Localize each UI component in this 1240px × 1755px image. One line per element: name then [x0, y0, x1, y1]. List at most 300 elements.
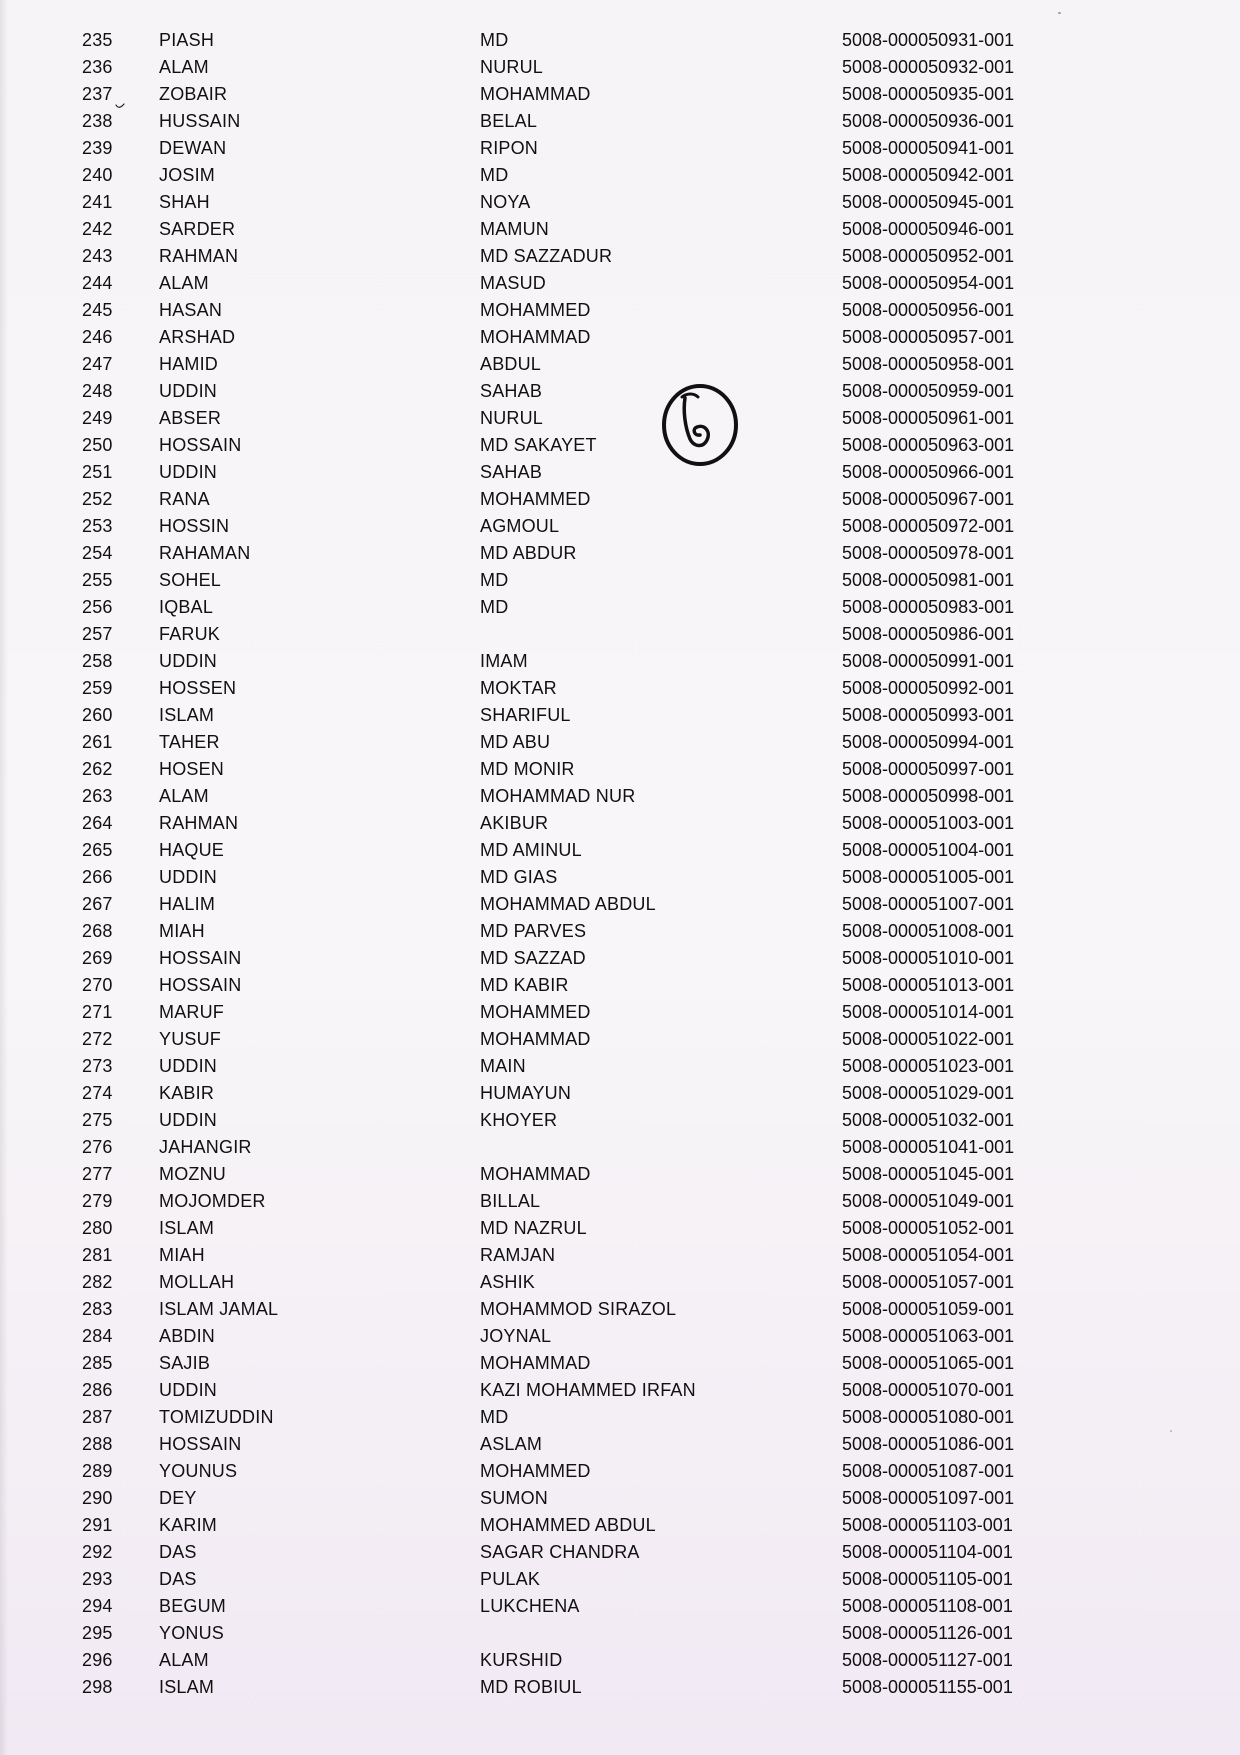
record-code: 5008-000050935-001 — [842, 84, 1015, 104]
record-code: 5008-000050994-001 — [842, 732, 1015, 752]
record-number: 288 — [82, 1434, 113, 1454]
record-code: 5008-000051045-001 — [842, 1164, 1015, 1184]
record-number: 279 — [82, 1191, 113, 1211]
record-given-name: MOHAMMED ABDUL — [480, 1515, 656, 1535]
record-code: 5008-000050942-001 — [842, 165, 1015, 185]
record-given-name: PULAK — [480, 1569, 541, 1589]
record-given-name: MD — [480, 570, 509, 590]
record-given-name: MD MONIR — [480, 759, 575, 779]
list-item — [0, 1432, 1240, 1456]
record-given-name: MD GIAS — [480, 867, 558, 887]
record-surname: HOSSEN — [159, 678, 237, 698]
record-given-name: SHARIFUL — [480, 705, 571, 725]
list-item — [0, 838, 1240, 862]
list-item — [0, 1189, 1240, 1213]
record-surname: UDDIN — [159, 867, 217, 887]
record-given-name: BELAL — [480, 111, 538, 131]
record-number: 262 — [82, 759, 113, 779]
record-code: 5008-000051004-001 — [842, 840, 1015, 860]
record-given-name: MOHAMMAD — [480, 1353, 591, 1373]
record-given-name: MD KABIR — [480, 975, 569, 995]
record-number: 294 — [82, 1596, 113, 1616]
record-surname: DAS — [159, 1569, 197, 1589]
record-surname: HOSSAIN — [159, 975, 242, 995]
record-code: 5008-000051008-001 — [842, 921, 1015, 941]
record-given-name: NOYA — [480, 192, 531, 212]
record-code: 5008-000051063-001 — [842, 1326, 1015, 1346]
record-surname: RAHAMAN — [159, 543, 251, 563]
record-number: 287 — [82, 1407, 113, 1427]
record-surname: HASAN — [159, 300, 223, 320]
list-item — [0, 730, 1240, 754]
paper-speck — [1170, 1430, 1172, 1432]
record-given-name: MD — [480, 1407, 509, 1427]
record-surname: SAJIB — [159, 1353, 211, 1373]
record-number: 254 — [82, 543, 113, 563]
record-surname: SOHEL — [159, 570, 222, 590]
record-surname: JOSIM — [159, 165, 216, 185]
record-code: 5008-000051070-001 — [842, 1380, 1015, 1400]
record-number: 264 — [82, 813, 113, 833]
list-item — [0, 109, 1240, 133]
record-surname: SARDER — [159, 219, 236, 239]
record-number: 250 — [82, 435, 113, 455]
record-surname: DAS — [159, 1542, 197, 1562]
list-item — [0, 541, 1240, 565]
record-code: 5008-000050958-001 — [842, 354, 1015, 374]
record-given-name: MD PARVES — [480, 921, 587, 941]
record-surname: HAMID — [159, 354, 218, 374]
record-surname: ABSER — [159, 408, 222, 428]
record-number: 280 — [82, 1218, 113, 1238]
record-number: 295 — [82, 1623, 113, 1643]
record-number: 237 — [82, 84, 113, 104]
record-number: 251 — [82, 462, 113, 482]
record-number: 283 — [82, 1299, 113, 1319]
record-code: 5008-000051105-001 — [842, 1569, 1013, 1589]
record-given-name: MD NAZRUL — [480, 1218, 587, 1238]
record-given-name: MOHAMMED — [480, 300, 591, 320]
record-given-name: SUMON — [480, 1488, 548, 1508]
record-given-name: MOHAMMOD SIRAZOL — [480, 1299, 677, 1319]
record-number: 277 — [82, 1164, 113, 1184]
record-given-name: MD ROBIUL — [480, 1677, 582, 1697]
record-surname: ALAM — [159, 57, 209, 77]
record-code: 5008-000051049-001 — [842, 1191, 1015, 1211]
record-number: 281 — [82, 1245, 113, 1265]
small-tick-icon — [115, 103, 125, 111]
record-given-name: MD SAZZADUR — [480, 246, 613, 266]
list-item — [0, 514, 1240, 538]
record-code: 5008-000050931-001 — [842, 30, 1015, 50]
record-code: 5008-000050957-001 — [842, 327, 1015, 347]
record-given-name: SAHAB — [480, 381, 543, 401]
record-code: 5008-000051052-001 — [842, 1218, 1015, 1238]
record-surname: UDDIN — [159, 1110, 217, 1130]
list-item — [0, 487, 1240, 511]
list-item — [0, 1324, 1240, 1348]
record-given-name: MD SAKAYET — [480, 435, 597, 455]
record-surname: SHAH — [159, 192, 210, 212]
record-given-name: RIPON — [480, 138, 539, 158]
record-given-name: MOHAMMAD NUR — [480, 786, 636, 806]
list-item — [0, 1675, 1240, 1699]
list-item — [0, 1594, 1240, 1618]
record-number: 255 — [82, 570, 113, 590]
list-item — [0, 1270, 1240, 1294]
list-item — [0, 676, 1240, 700]
record-code: 5008-000050991-001 — [842, 651, 1015, 671]
record-given-name: MOHAMMAD — [480, 1029, 591, 1049]
list-item — [0, 919, 1240, 943]
record-given-name: MD — [480, 597, 509, 617]
record-code: 5008-000050997-001 — [842, 759, 1015, 779]
record-surname: ARSHAD — [159, 327, 236, 347]
record-code: 5008-000051126-001 — [842, 1623, 1013, 1643]
list-item — [0, 1540, 1240, 1564]
circled-handwritten-mark-icon — [654, 373, 746, 473]
record-code: 5008-000051007-001 — [842, 894, 1015, 914]
record-surname: MIAH — [159, 1245, 205, 1265]
record-code: 5008-000051029-001 — [842, 1083, 1015, 1103]
record-surname: MOLLAH — [159, 1272, 235, 1292]
record-given-name: MOKTAR — [480, 678, 557, 698]
list-item — [0, 190, 1240, 214]
list-item — [0, 1216, 1240, 1240]
record-given-name: MAIN — [480, 1056, 526, 1076]
list-item — [0, 1648, 1240, 1672]
record-surname: ABDIN — [159, 1326, 216, 1346]
record-number: 292 — [82, 1542, 113, 1562]
list-item — [0, 1243, 1240, 1267]
list-item — [0, 811, 1240, 835]
record-number: 245 — [82, 300, 113, 320]
record-given-name: KHOYER — [480, 1110, 558, 1130]
record-given-name: HUMAYUN — [480, 1083, 572, 1103]
list-item — [0, 163, 1240, 187]
record-surname: KARIM — [159, 1515, 218, 1535]
list-item — [0, 973, 1240, 997]
record-given-name: MASUD — [480, 273, 547, 293]
record-code: 5008-000051022-001 — [842, 1029, 1015, 1049]
record-code: 5008-000051013-001 — [842, 975, 1015, 995]
record-given-name: SAGAR CHANDRA — [480, 1542, 640, 1562]
list-item — [0, 1162, 1240, 1186]
list-item — [0, 271, 1240, 295]
record-surname: UDDIN — [159, 462, 217, 482]
record-code: 5008-000051104-001 — [842, 1542, 1013, 1562]
list-item — [0, 298, 1240, 322]
record-surname: RAHMAN — [159, 813, 239, 833]
record-number: 239 — [82, 138, 113, 158]
record-surname: KABIR — [159, 1083, 215, 1103]
record-given-name: MD ABDUR — [480, 543, 577, 563]
record-surname: MARUF — [159, 1002, 224, 1022]
record-code: 5008-000051010-001 — [842, 948, 1015, 968]
record-surname: HOSSAIN — [159, 1434, 242, 1454]
record-given-name: IMAM — [480, 651, 528, 671]
record-given-name: BILLAL — [480, 1191, 541, 1211]
record-code: 5008-000050946-001 — [842, 219, 1015, 239]
list-item — [0, 568, 1240, 592]
record-given-name: MD AMINUL — [480, 840, 582, 860]
list-item — [0, 136, 1240, 160]
list-item — [0, 352, 1240, 376]
record-given-name: MOHAMMAD ABDUL — [480, 894, 656, 914]
record-code: 5008-000051097-001 — [842, 1488, 1015, 1508]
record-surname: PIASH — [159, 30, 215, 50]
list-item — [0, 1486, 1240, 1510]
record-code: 5008-000051127-001 — [842, 1650, 1013, 1670]
record-number: 291 — [82, 1515, 113, 1535]
record-code: 5008-000051014-001 — [842, 1002, 1015, 1022]
record-code: 5008-000050956-001 — [842, 300, 1015, 320]
record-code: 5008-000051041-001 — [842, 1137, 1015, 1157]
list-item — [0, 1378, 1240, 1402]
record-surname: ISLAM — [159, 705, 215, 725]
record-surname: UDDIN — [159, 1056, 217, 1076]
record-number: 272 — [82, 1029, 113, 1049]
list-item — [0, 892, 1240, 916]
list-item — [0, 622, 1240, 646]
record-code: 5008-000050983-001 — [842, 597, 1015, 617]
record-surname: MOZNU — [159, 1164, 226, 1184]
record-surname: UDDIN — [159, 651, 217, 671]
record-code: 5008-000050952-001 — [842, 246, 1015, 266]
list-item — [0, 406, 1240, 430]
record-number: 244 — [82, 273, 113, 293]
record-surname: HOSSAIN — [159, 948, 242, 968]
record-given-name: MOHAMMED — [480, 1002, 591, 1022]
list-item — [0, 217, 1240, 241]
list-item — [0, 433, 1240, 457]
record-code: 5008-000050963-001 — [842, 435, 1015, 455]
record-given-name: LUKCHENA — [480, 1596, 580, 1616]
list-item — [0, 55, 1240, 79]
record-code: 5008-000051054-001 — [842, 1245, 1015, 1265]
record-given-name: AGMOUL — [480, 516, 560, 536]
record-code: 5008-000050998-001 — [842, 786, 1015, 806]
record-number: 284 — [82, 1326, 113, 1346]
record-code: 5008-000050966-001 — [842, 462, 1015, 482]
list-item — [0, 325, 1240, 349]
record-number: 268 — [82, 921, 113, 941]
record-surname: FARUK — [159, 624, 221, 644]
record-code: 5008-000051080-001 — [842, 1407, 1015, 1427]
record-given-name: MD — [480, 165, 509, 185]
record-number: 235 — [82, 30, 113, 50]
record-given-name: MAMUN — [480, 219, 549, 239]
list-item — [0, 946, 1240, 970]
record-surname: RANA — [159, 489, 210, 509]
list-item — [0, 1405, 1240, 1429]
list-item — [0, 1297, 1240, 1321]
record-number: 275 — [82, 1110, 113, 1130]
record-code: 5008-000050967-001 — [842, 489, 1015, 509]
record-code: 5008-000051003-001 — [842, 813, 1015, 833]
record-surname: IQBAL — [159, 597, 214, 617]
record-number: 236 — [82, 57, 113, 77]
record-given-name: MOHAMMED — [480, 489, 591, 509]
record-surname: HOSSAIN — [159, 435, 242, 455]
record-number: 266 — [82, 867, 113, 887]
record-number: 274 — [82, 1083, 113, 1103]
record-surname: ISLAM — [159, 1218, 215, 1238]
record-number: 293 — [82, 1569, 113, 1589]
record-surname: MOJOMDER — [159, 1191, 266, 1211]
record-code: 5008-000050978-001 — [842, 543, 1015, 563]
record-number: 247 — [82, 354, 113, 374]
list-item — [0, 1027, 1240, 1051]
record-number: 242 — [82, 219, 113, 239]
paper-speck — [1058, 12, 1061, 14]
record-number: 246 — [82, 327, 113, 347]
record-surname: HOSEN — [159, 759, 225, 779]
record-surname: HAQUE — [159, 840, 225, 860]
record-given-name: MOHAMMED — [480, 1461, 591, 1481]
record-surname: HOSSIN — [159, 516, 230, 536]
list-item — [0, 1135, 1240, 1159]
record-number: 257 — [82, 624, 113, 644]
record-number: 296 — [82, 1650, 113, 1670]
record-number: 253 — [82, 516, 113, 536]
record-number: 256 — [82, 597, 113, 617]
record-number: 285 — [82, 1353, 113, 1373]
record-surname: HUSSAIN — [159, 111, 241, 131]
list-item — [0, 1081, 1240, 1105]
record-number: 269 — [82, 948, 113, 968]
record-number: 290 — [82, 1488, 113, 1508]
record-given-name: JOYNAL — [480, 1326, 552, 1346]
list-item — [0, 1459, 1240, 1483]
record-given-name: MD — [480, 30, 509, 50]
record-given-name: ASLAM — [480, 1434, 543, 1454]
record-number: 289 — [82, 1461, 113, 1481]
record-surname: UDDIN — [159, 381, 217, 401]
record-surname: DEWAN — [159, 138, 227, 158]
list-item — [0, 244, 1240, 268]
list-item — [0, 379, 1240, 403]
record-given-name: MOHAMMAD — [480, 1164, 591, 1184]
record-surname: ISLAM — [159, 1677, 215, 1697]
record-code: 5008-000051086-001 — [842, 1434, 1015, 1454]
record-code: 5008-000050936-001 — [842, 111, 1015, 131]
record-code: 5008-000051057-001 — [842, 1272, 1015, 1292]
list-item — [0, 649, 1240, 673]
list-item — [0, 703, 1240, 727]
record-surname: YUSUF — [159, 1029, 222, 1049]
record-code: 5008-000051108-001 — [842, 1596, 1013, 1616]
record-code: 5008-000051032-001 — [842, 1110, 1015, 1130]
record-number: 259 — [82, 678, 113, 698]
list-item — [0, 784, 1240, 808]
record-surname: JAHANGIR — [159, 1137, 252, 1157]
record-number: 243 — [82, 246, 113, 266]
record-surname: UDDIN — [159, 1380, 217, 1400]
record-number: 298 — [82, 1677, 113, 1697]
records-list — [0, 28, 1240, 1718]
list-item — [0, 595, 1240, 619]
list-item — [0, 28, 1240, 52]
list-item — [0, 1513, 1240, 1537]
record-given-name: MD ABU — [480, 732, 551, 752]
record-number: 276 — [82, 1137, 113, 1157]
record-number: 265 — [82, 840, 113, 860]
record-number: 240 — [82, 165, 113, 185]
record-number: 286 — [82, 1380, 113, 1400]
record-surname: ZOBAIR — [159, 84, 228, 104]
list-item — [0, 1108, 1240, 1132]
record-code: 5008-000050972-001 — [842, 516, 1015, 536]
record-code: 5008-000051103-001 — [842, 1515, 1013, 1535]
list-item — [0, 1054, 1240, 1078]
record-code: 5008-000051065-001 — [842, 1353, 1015, 1373]
record-code: 5008-000051005-001 — [842, 867, 1015, 887]
record-number: 241 — [82, 192, 113, 212]
list-item — [0, 1000, 1240, 1024]
record-given-name: NURUL — [480, 57, 544, 77]
record-surname: MIAH — [159, 921, 205, 941]
record-code: 5008-000051087-001 — [842, 1461, 1015, 1481]
record-code: 5008-000050959-001 — [842, 381, 1015, 401]
record-number: 238 — [82, 111, 113, 131]
record-number: 267 — [82, 894, 113, 914]
record-given-name: ABDUL — [480, 354, 542, 374]
record-given-name: MD SAZZAD — [480, 948, 586, 968]
record-code: 5008-000051059-001 — [842, 1299, 1015, 1319]
record-code: 5008-000051155-001 — [842, 1677, 1013, 1697]
record-number: 260 — [82, 705, 113, 725]
list-item — [0, 1351, 1240, 1375]
record-number: 258 — [82, 651, 113, 671]
record-given-name: RAMJAN — [480, 1245, 556, 1265]
record-surname: HALIM — [159, 894, 216, 914]
record-surname: ISLAM JAMAL — [159, 1299, 279, 1319]
record-given-name: AKIBUR — [480, 813, 549, 833]
record-given-name: KAZI MOHAMMED IRFAN — [480, 1380, 696, 1400]
record-number: 273 — [82, 1056, 113, 1076]
record-surname: ALAM — [159, 1650, 209, 1670]
record-code: 5008-000050945-001 — [842, 192, 1015, 212]
record-code: 5008-000050941-001 — [842, 138, 1015, 158]
record-given-name: MOHAMMAD — [480, 84, 591, 104]
record-surname: TOMIZUDDIN — [159, 1407, 274, 1427]
record-surname: RAHMAN — [159, 246, 239, 266]
record-given-name: ASHIK — [480, 1272, 536, 1292]
record-number: 263 — [82, 786, 113, 806]
record-code: 5008-000050932-001 — [842, 57, 1015, 77]
record-number: 271 — [82, 1002, 113, 1022]
record-code: 5008-000050986-001 — [842, 624, 1015, 644]
record-code: 5008-000050954-001 — [842, 273, 1015, 293]
record-number: 261 — [82, 732, 113, 752]
record-surname: BEGUM — [159, 1596, 227, 1616]
record-number: 249 — [82, 408, 113, 428]
record-given-name: MOHAMMAD — [480, 327, 591, 347]
list-item — [0, 1621, 1240, 1645]
record-code: 5008-000050981-001 — [842, 570, 1015, 590]
record-given-name: NURUL — [480, 408, 544, 428]
record-surname: TAHER — [159, 732, 220, 752]
list-item — [0, 460, 1240, 484]
record-code: 5008-000050993-001 — [842, 705, 1015, 725]
list-item — [0, 82, 1240, 106]
record-surname: ALAM — [159, 273, 209, 293]
record-number: 248 — [82, 381, 113, 401]
record-number: 282 — [82, 1272, 113, 1292]
list-item — [0, 757, 1240, 781]
record-surname: DEY — [159, 1488, 197, 1508]
